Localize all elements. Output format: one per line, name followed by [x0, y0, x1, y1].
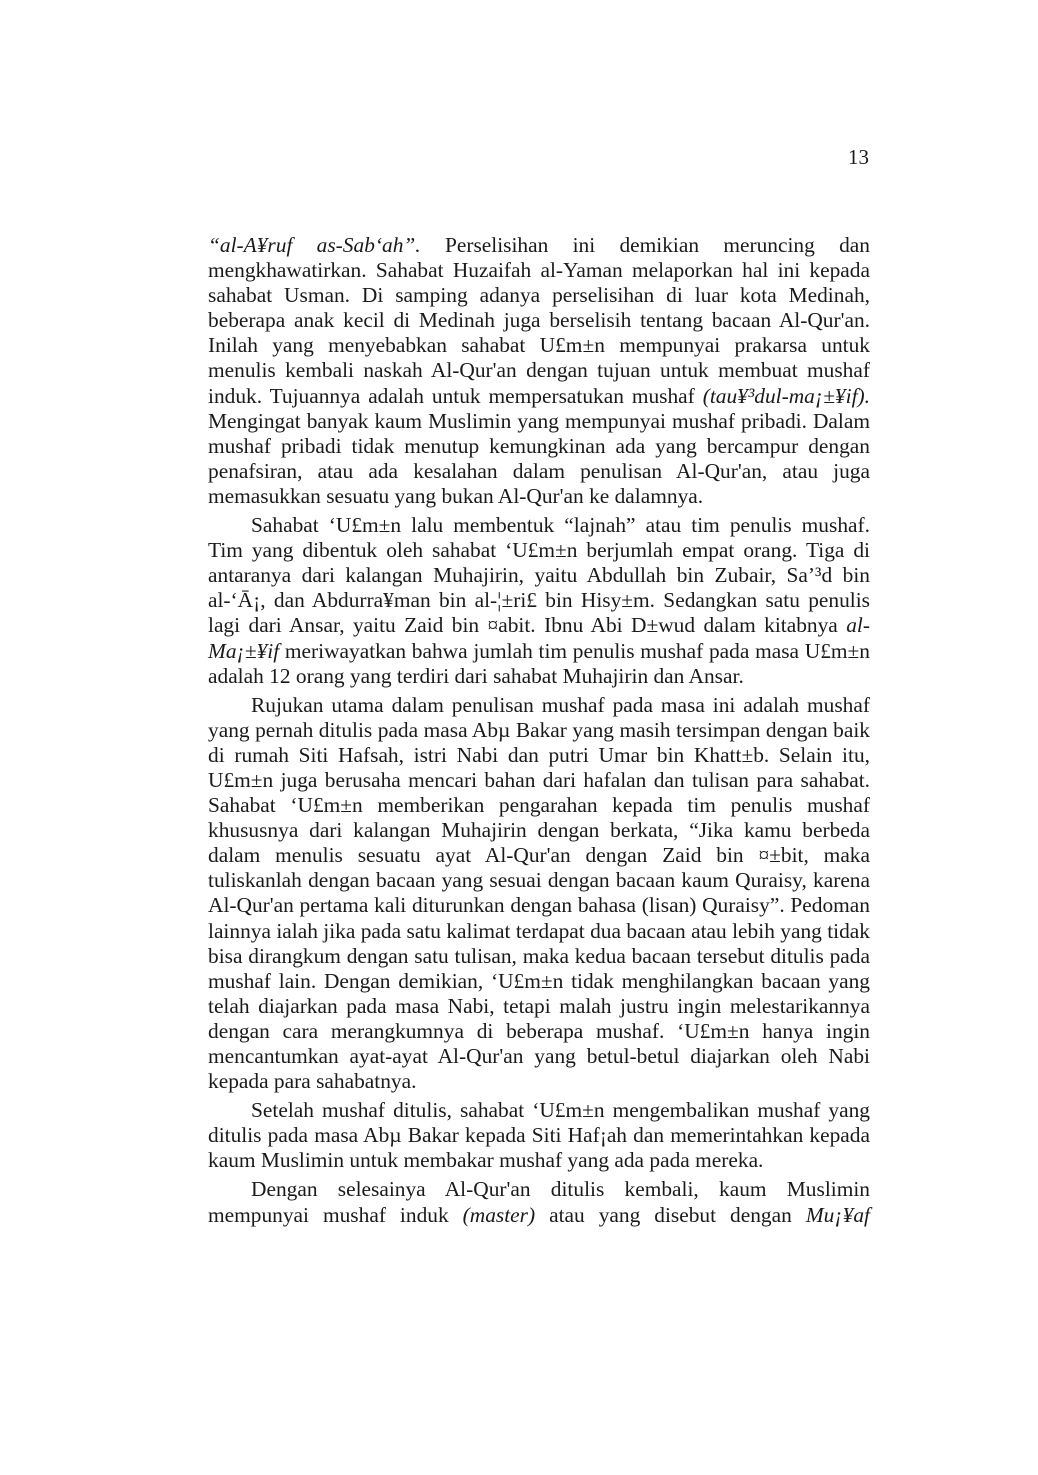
text-segment: Dengan selesainya Al-Qur'an ditulis kembali, kaum Muslimin mempunyai mushaf induk: [208, 1177, 870, 1227]
page-number: 13: [848, 145, 869, 169]
body-text: [208, 233, 870, 1228]
text-segment: Rujukan utama dalam penulisan mushaf pada masa ini adalah mushaf yang pernah ditulis pada masa Abµ Bakar yang masih tersimpan dengan baik di rumah Siti Hafsah, istri Nabi dan putri Umar bin Khatt±b. Selain itu, U£m±n juga berusaha mencari bahan dari hafalan dan tulisan para sahabat. Sahabat ‘U£m±n memberikan pengarahan kepada tim penulis mushaf khususnya dari kalangan Muhajirin dengan berkata, “Jika kamu berbeda dalam menulis sesuatu ayat Al-Qur'an dengan Zaid bin ¤±bit, maka tuliskanlah dengan bacaan yang sesuai dengan bacaan kaum Quraisy, karena Al-Qur'an pertama kali diturunkan dengan bahasa (lisan) Quraisy”. Pedoman lainnya ialah jika pada satu kalimat terdapat dua bacaan atau lebih yang tidak bisa dirangkum dengan satu tulisan, maka kedua bacaan tersebut ditulis pada mushaf lain. Dengan demikian, ‘U£m±n tidak menghilangkan bacaan yang telah diajarkan pada masa Nabi, tetapi malah justru ingin melestarikannya dengan cara merangkumnya di beberapa mushaf. ‘U£m±n hanya ingin mencantumkan ayat-ayat Al-Qur'an yang betul-betul diajarkan oleh Nabi kepada para sahabatnya.: [208, 692, 870, 1094]
paragraph-1: [208, 233, 870, 509]
text-segment: Sahabat ‘U£m±n lalu membentuk “lajnah” atau tim penulis mushaf. Tim yang dibentuk oleh sahabat ‘U£m±n berjumlah empat orang. Tiga di antaranya dari kalangan Muhajirin, yaitu Abdullah bin Zubair, Sa’³d bin al-‘Ā¡, dan Abdurra¥man bin al-¦±ri£ bin Hisy±m. Sedangkan satu penulis lagi dari Ansar, yaitu Zaid bin ¤abit. Ibnu Abi D±wud dalam kitabnya: [208, 513, 870, 638]
text-segment: Perselisihan ini demikian meruncing dan mengkhawatirkan. Sahabat Huzaifah al-Yaman melaporkan hal ini kepada sahabat Usman. Di samping adanya perselisihan di luar kota Medinah, beberapa anak kecil di Medinah juga berselisih tentang bacaan Al-Qur'an. Inilah yang menyebabkan sahabat U£m±n mempunyai prakarsa untuk menulis kembali naskah Al-Qur'an dengan tujuan untuk membuat mushaf induk. Tujuannya adalah untuk mempersatukan mushaf: [208, 233, 870, 408]
text-segment: (tau¥³dul-ma¡±¥if).: [702, 383, 870, 408]
text-segment: “al-A¥ruf as-Sab‘ah”.: [208, 233, 421, 257]
text-segment: Setelah mushaf ditulis, sahabat ‘U£m±n mengembalikan mushaf yang ditulis pada masa Abµ Bakar kepada Siti Haf¡ah dan memerintahkan kepada kaum Muslimin untuk membakar mushaf yang ada pada mereka.: [208, 1098, 870, 1173]
text-segment: atau yang disebut dengan: [535, 1202, 806, 1227]
text-segment: Mengingat banyak kaum Muslimin yang mempunyai mushaf pribadi. Dalam mushaf pribadi tidak menutup kemungkinan ada yang bercampur dengan penafsiran, atau ada kesalahan dalam penulisan Al-Qur'an, atau juga memasukkan sesuatu yang bukan Al-Qur'an ke dalamnya.: [208, 408, 870, 508]
paragraph-3: [208, 693, 870, 1095]
text-segment: al-Ma¡±¥if: [208, 613, 870, 663]
text-segment: meriwayatkan bahwa jumlah tim penulis mushaf pada masa U£m±n adalah 12 orang yang terdiri dari sahabat Muhajirin dan Ansar.: [208, 638, 870, 688]
paragraph-2: [208, 513, 870, 689]
paragraph-4: [208, 1098, 870, 1173]
paragraph-5: [208, 1177, 870, 1227]
text-segment: (master): [462, 1202, 536, 1227]
text-segment: Mu¡¥af: [805, 1202, 870, 1227]
